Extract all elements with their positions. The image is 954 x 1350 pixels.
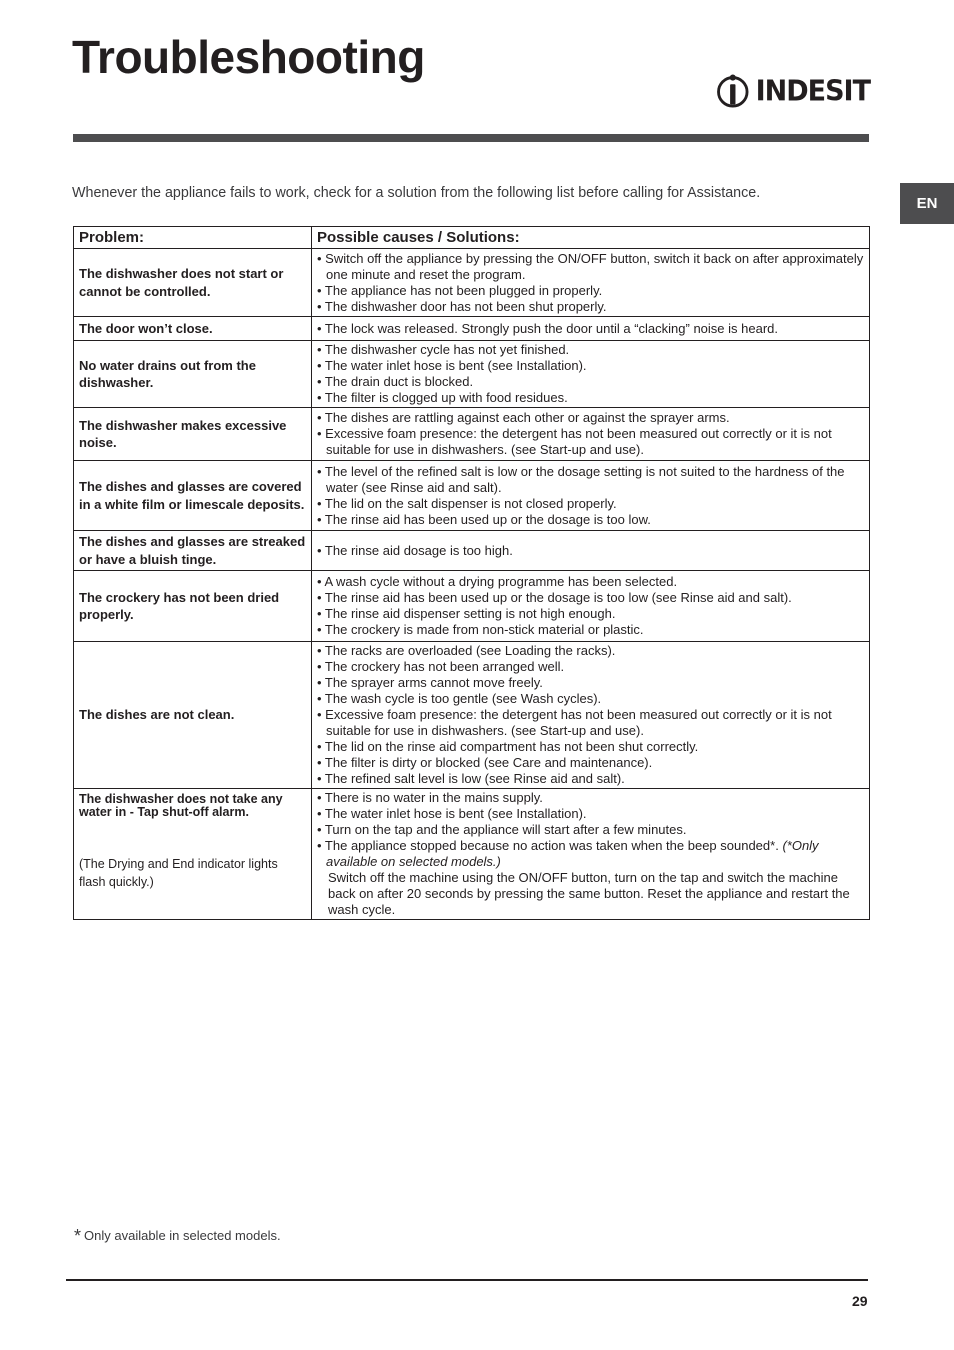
problem-cell: The crockery has not been dried properly. — [74, 571, 312, 642]
page-number: 29 — [852, 1293, 868, 1309]
solution-item: • The lid on the salt dispenser is not closed properly. — [317, 495, 617, 511]
problem-cell: No water drains out from the dishwasher. — [74, 341, 312, 408]
table-row — [74, 461, 870, 531]
table-header-row — [74, 227, 870, 249]
solution-item: • The dishwasher cycle has not yet finished. — [317, 342, 570, 357]
column-header-problem: Problem: — [74, 227, 312, 249]
solution-item: • The level of the refined salt is low or the dosage setting is not suited to the hardness of the water (see Rinse aid and salt). — [317, 463, 845, 495]
solution-item: • The lock was released. Strongly push the door until a “clacking” noise is heard. — [317, 320, 778, 336]
table-row — [74, 789, 870, 920]
solution-item — [317, 838, 864, 870]
solution-item: • The dishwasher door has not been shut properly. — [317, 298, 607, 314]
solution-item: • The sprayer arms cannot move freely. — [317, 675, 543, 690]
problem-cell: The dishwasher makes excessive noise. — [74, 408, 312, 461]
solution-followup: Switch off the machine using the ON/OFF button, turn on the tap and switch the machine back on after 20 seconds by pressing the same button. Reset the appliance and restart the wash cycle. — [328, 870, 850, 917]
solution-item: • The dishes are rattling against each other or against the sprayer arms. — [317, 410, 730, 425]
solution-item: • The filter is dirty or blocked (see Care and maintenance). — [317, 755, 653, 770]
solution-item: • The filter is clogged up with food residues. — [317, 390, 568, 405]
solution-item: • The wash cycle is too gentle (see Wash cycles). — [317, 691, 602, 706]
solutions-cell — [312, 249, 870, 317]
solutions-cell — [312, 461, 870, 531]
solutions-cell — [312, 317, 870, 341]
solution-item: • Switch off the appliance by pressing the ON/OFF button, switch it back on after approximately one minute and reset the program. — [317, 250, 864, 282]
solution-item: • Excessive foam presence: the detergent has not been measured out correctly or it is not suitable for use in dishwashers. (see Start-up and use). — [317, 426, 832, 457]
brand-logo — [716, 68, 870, 114]
solution-text: • The appliance stopped because no action was taken when the beep sounded*. — [317, 838, 783, 853]
solution-item: • A wash cycle without a drying programme has been selected. — [317, 574, 678, 589]
solution-item: • The refined salt level is low (see Rinse aid and salt). — [317, 771, 625, 786]
solution-item: • The rinse aid dispenser setting is not high enough. — [317, 606, 616, 621]
solutions-cell — [312, 571, 870, 642]
solutions-cell — [312, 642, 870, 789]
problem-cell: The dishwasher does not start or cannot be controlled. — [74, 249, 312, 317]
brand-wordmark: INDESIT — [755, 74, 870, 108]
table-body — [74, 249, 870, 920]
solution-item: • The appliance has not been plugged in properly. — [317, 282, 603, 298]
column-header-solutions: Possible causes / Solutions: — [312, 227, 870, 249]
solution-item: • The drain duct is blocked. — [317, 374, 474, 389]
problem-cell: The dishes are not clean. — [74, 642, 312, 789]
problem-cell: The dishes and glasses are streaked or have a bluish tinge. — [74, 531, 312, 571]
solution-item: • Turn on the tap and the appliance will start after a few minutes. — [317, 822, 687, 837]
solutions-cell — [312, 408, 870, 461]
solution-star-note: (*Only available on selected models.) — [326, 838, 819, 869]
intro-text: Whenever the appliance fails to work, check for a solution from the following list before calling for Assistance. — [72, 185, 761, 201]
table-row — [74, 317, 870, 341]
solution-item: • The crockery has not been arranged well. — [317, 659, 565, 674]
table-row — [74, 249, 870, 317]
solution-item: • The crockery is made from non-stick material or plastic. — [317, 622, 644, 637]
page-title: Troubleshooting — [72, 31, 425, 83]
solutions-cell — [312, 789, 870, 920]
solutions-cell — [312, 531, 870, 571]
footer-rule — [66, 1279, 868, 1281]
problem-note: (The Drying and End indicator lights flash quickly.) — [79, 857, 278, 889]
problem-cell — [74, 789, 312, 920]
solutions-cell — [312, 341, 870, 408]
header-rule — [73, 134, 869, 142]
solution-item: • The racks are overloaded (see Loading the racks). — [317, 643, 616, 658]
table-row — [74, 531, 870, 571]
solution-item: • The lid on the rinse aid compartment has not been shut correctly. — [317, 739, 699, 754]
table-row — [74, 642, 870, 789]
solution-item: • The rinse aid dosage is too high. — [317, 542, 513, 558]
table-row — [74, 408, 870, 461]
indesit-logo-icon — [716, 69, 750, 113]
solution-item: • The rinse aid has been used up or the dosage is too low. — [317, 511, 651, 527]
footnote — [74, 1226, 281, 1247]
solution-item: • The water inlet hose is bent (see Installation). — [317, 358, 587, 373]
footnote-mark: * — [74, 1226, 82, 1246]
troubleshooting-table — [73, 226, 870, 920]
solution-item: • There is no water in the mains supply. — [317, 790, 543, 805]
problem-cell: The door won’t close. — [74, 317, 312, 341]
solution-item: • The water inlet hose is bent (see Installation). — [317, 806, 587, 821]
table-row — [74, 341, 870, 408]
footnote-text: Only available in selected models. — [84, 1228, 281, 1243]
problem-text: The dishwasher does not take any water in - Tap shut-off alarm. — [79, 792, 283, 819]
solution-item: • Excessive foam presence: the detergent has not been measured out correctly or it is not suitable for use in dishwashers. (see Start-up and use). — [317, 707, 832, 738]
problem-cell: The dishes and glasses are covered in a white film or limescale deposits. — [74, 461, 312, 531]
table-row — [74, 571, 870, 642]
language-tab: EN — [900, 183, 954, 224]
solution-item: • The rinse aid has been used up or the dosage is too low (see Rinse aid and salt). — [317, 590, 792, 605]
